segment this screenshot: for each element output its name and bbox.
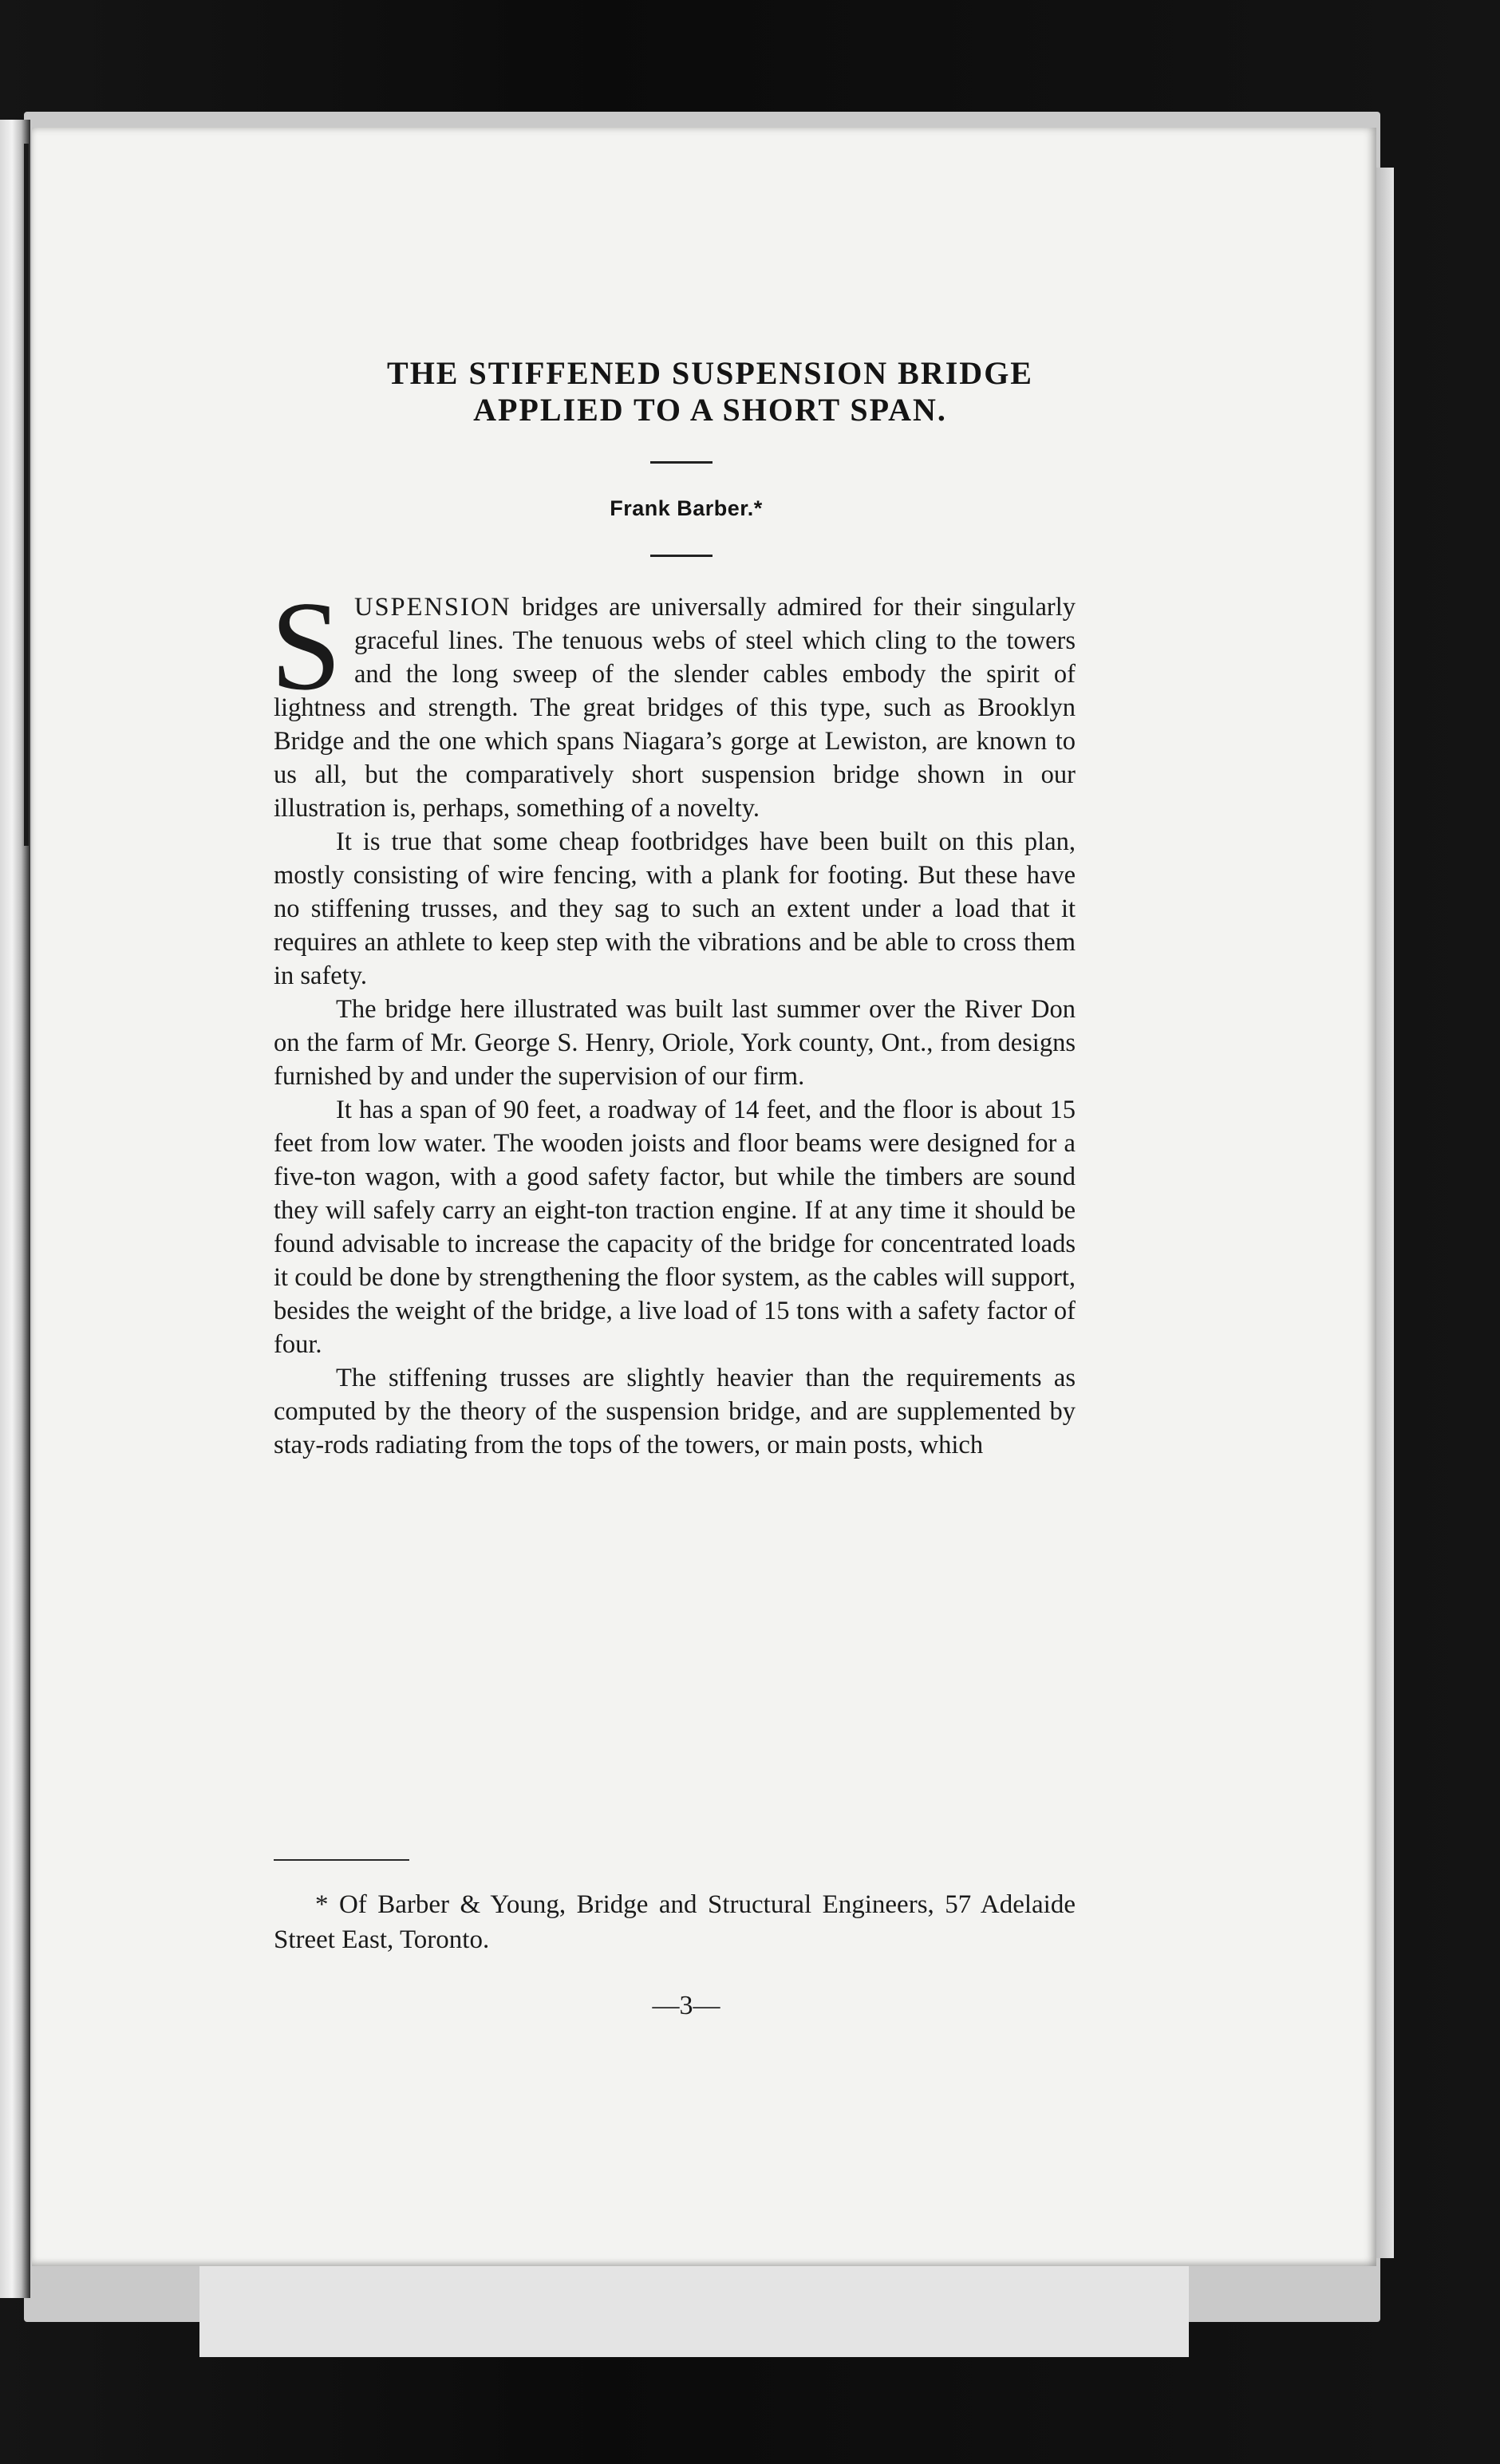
footnote-rule xyxy=(274,1859,409,1861)
title-line-2: APPLIED TO A SHORT SPAN. xyxy=(473,392,947,428)
article-body xyxy=(270,575,1076,1462)
paragraph-5: The stiffening trusses are slightly heavier than the requirements as computed by the theory of the suspension bridge, and are supplemented by stay-rods radiating from the tops of the towers, or main posts, which xyxy=(274,1364,1076,1459)
first-word: USPENSION xyxy=(353,593,511,622)
title-line-1: THE STIFFENED SUSPENSION BRIDGE xyxy=(387,355,1033,391)
page-edge-shadow xyxy=(1376,168,1394,2258)
paragraph-3: The bridge here illustrated was built last summer over the River Don on the farm of Mr. George S. Henry, Oriole, York county, Ont., from designs furnished by and under the supervision of our firm. xyxy=(274,995,1076,1091)
paragraph-2: It is true that some cheap footbridges have been built on this plan, mostly consisting of wire fencing, with a plank for footing. But these have no stiffening trusses, and they sag to such an extent under a load that it requires an athlete to keep step with the vibrations and be able to cross them in safety. xyxy=(274,827,1076,990)
spine-binding-line xyxy=(24,144,29,846)
paragraph-4: It has a span of 90 feet, a roadway of 14 feet, and the floor is about 15 feet from low water. The wooden joists and floor beams were designed for a five-ton wagon, with a good safety factor, but while the timbers are sound they will safely carry an eight-ton traction engine. If at any time it should be found advisable to increase the capacity of the bridge for concentrated loads it could be done by strengthening the floor system, as the cables will support, besides the weight of the bridge, a live load of 15 tons with a safety factor of four. xyxy=(274,1096,1076,1359)
article-title xyxy=(239,355,1181,428)
title-divider xyxy=(650,461,712,464)
paragraph-1 xyxy=(270,575,1076,825)
author-byline: Frank Barber.* xyxy=(610,496,763,520)
paragraph-1-text: bridges are universally admired for their singularly graceful lines. The tenuous webs of steel which cling to the towers and the long sweep of the slender cables embody the spirit of lightness and strength. The great bridges of this type, such as Brooklyn Bridge and the one which spans Niagara’s gorge at Lewiston, are known to us all, but the comparatively short suspension bridge shown in our illustration is, perhaps, something of a novelty. xyxy=(274,593,1076,823)
author-divider xyxy=(650,555,712,557)
page-number: —3— xyxy=(652,1991,720,2020)
drop-cap: S xyxy=(270,575,341,717)
footnote: * Of Barber & Young, Bridge and Structural Engineers, 57 Adelaide Street East, Toronto. xyxy=(274,1890,1076,1954)
